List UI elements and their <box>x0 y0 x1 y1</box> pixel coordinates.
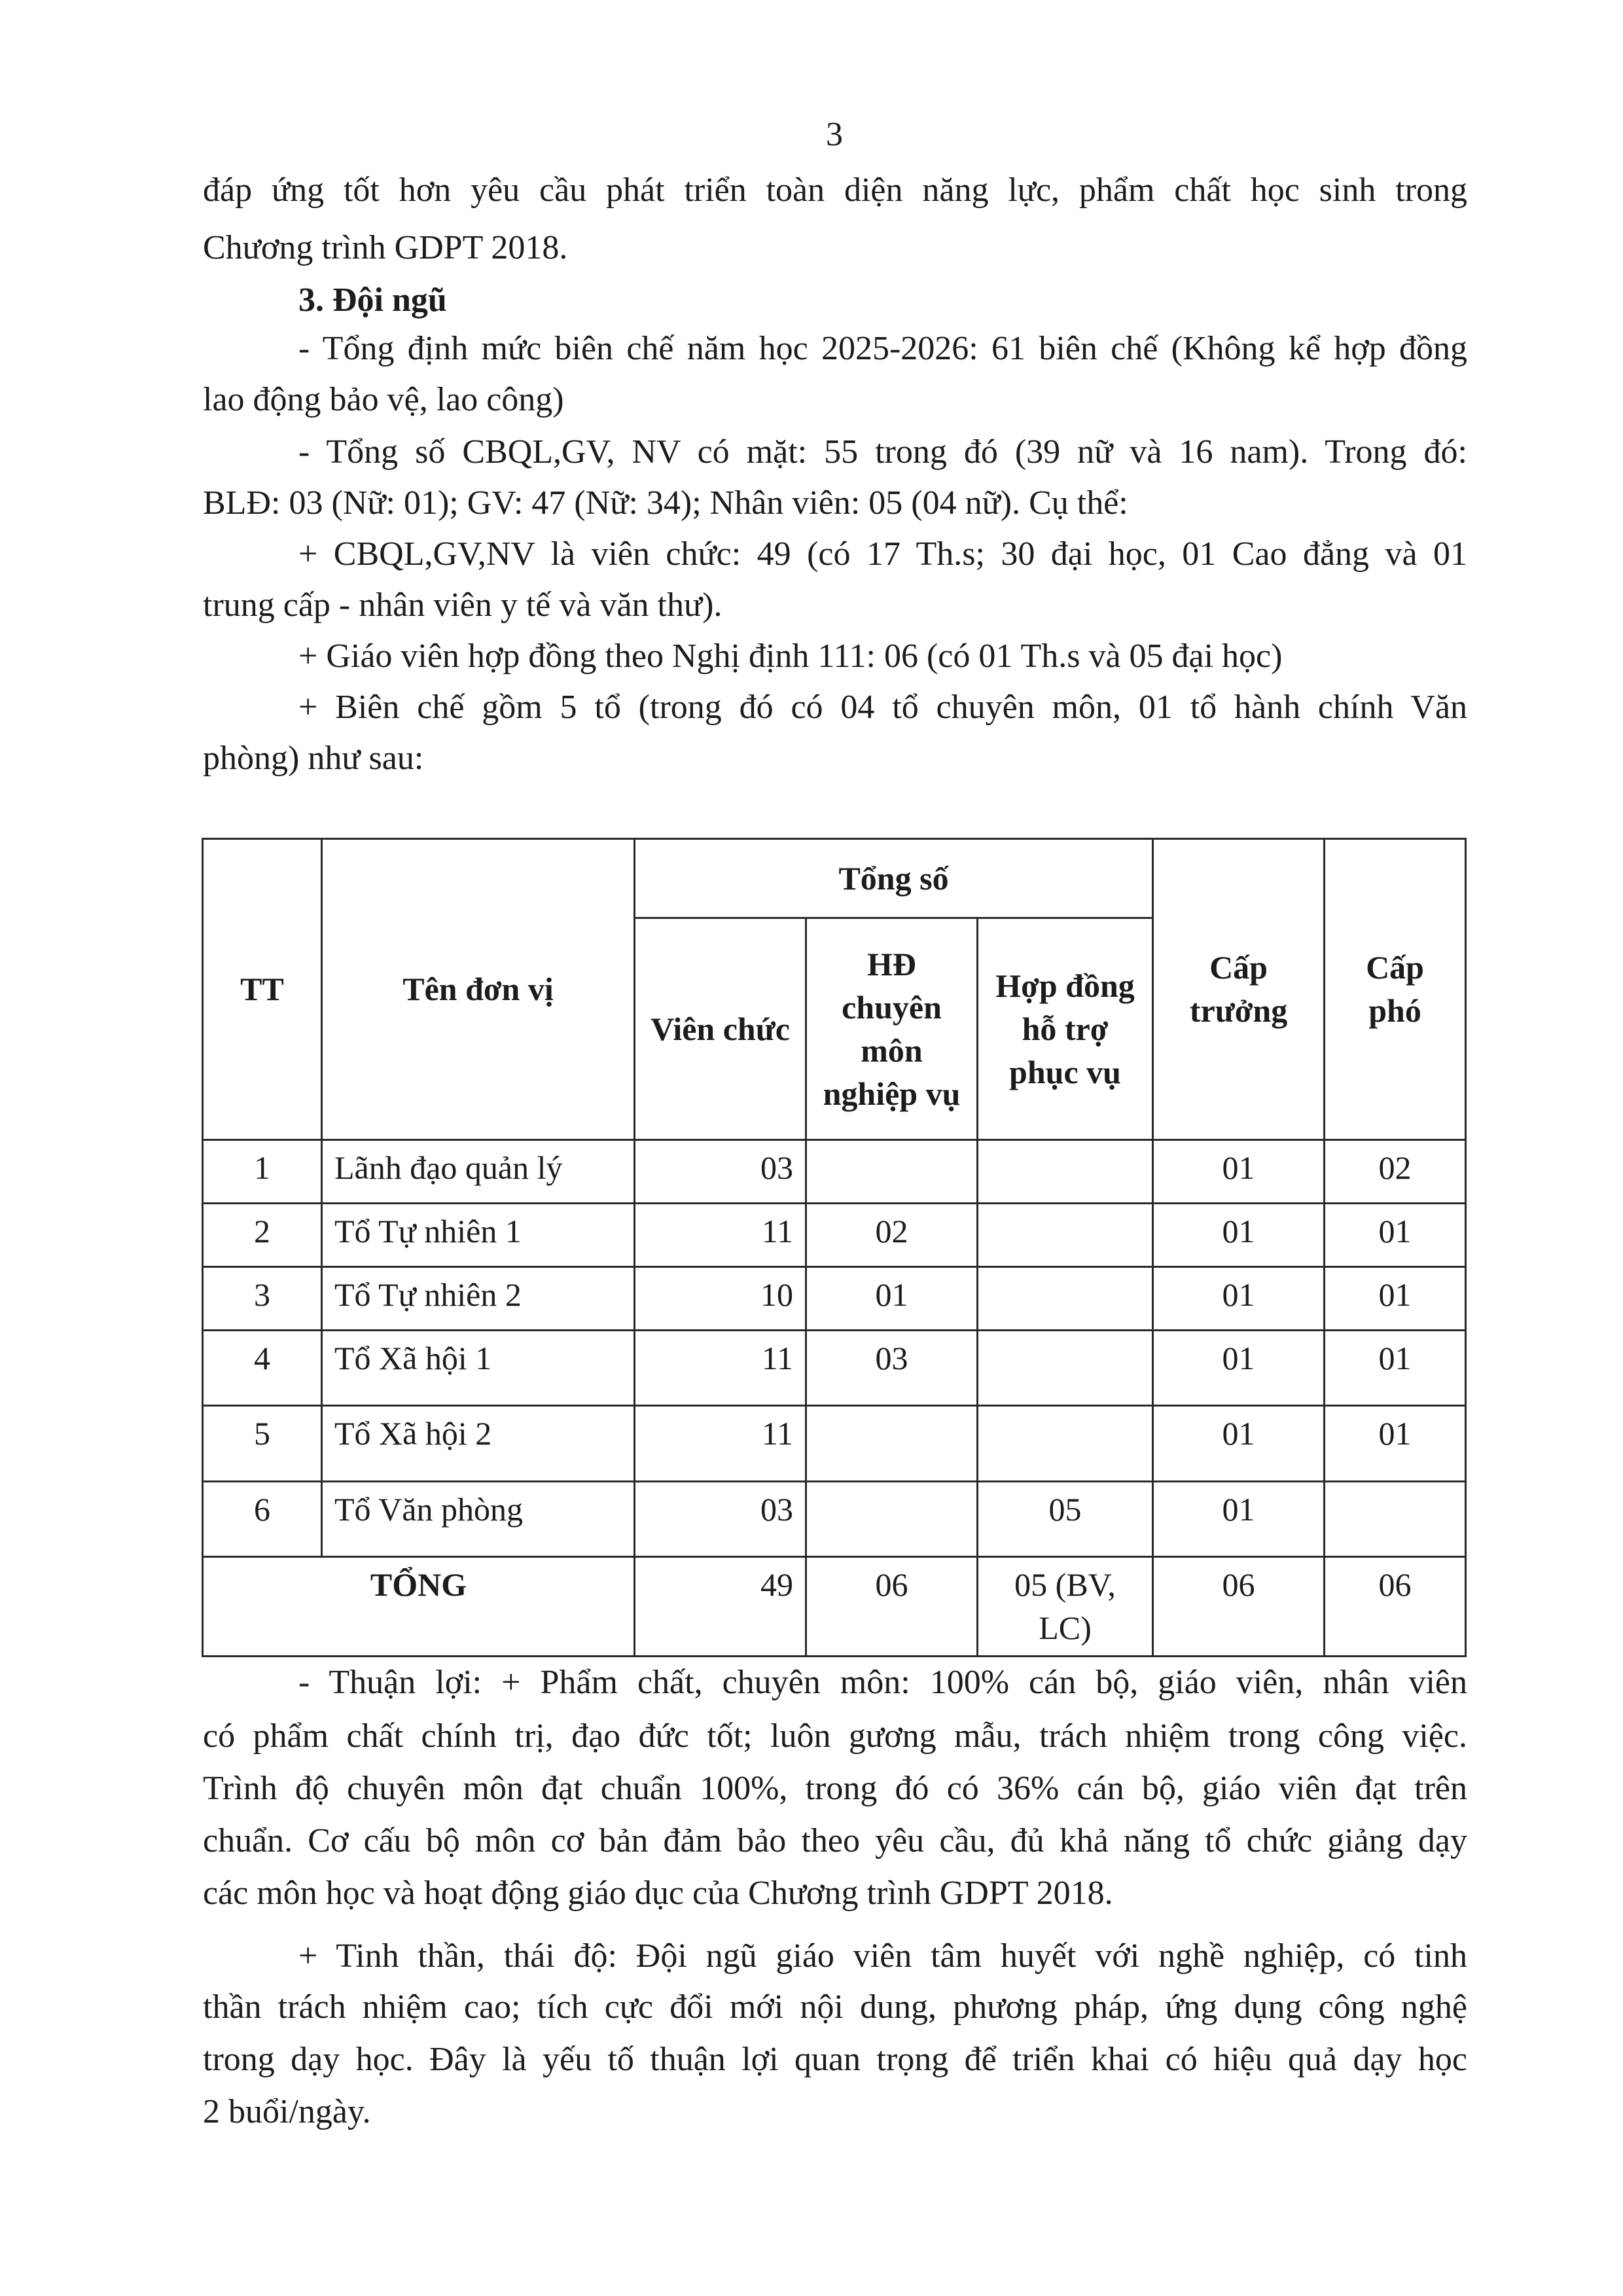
table-row <box>203 1139 1466 1203</box>
cell-unit: Tổ Xã hội 1 <box>322 1330 635 1405</box>
header-cap-truong: Cấp trưởng <box>1153 839 1325 1140</box>
total-hd-ht: 05 (BV, LC) <box>978 1557 1153 1657</box>
staff-count-line-1: - Tổng số CBQL,GV, NV có mặt: 55 trong đó (39 nữ và 16 nam). Trong đó: <box>298 433 1467 471</box>
cell-unit: Tổ Tự nhiên 2 <box>322 1266 635 1330</box>
staff-table <box>202 838 1467 1657</box>
table-row <box>203 1266 1466 1330</box>
cell-tt: 2 <box>203 1203 322 1266</box>
cell-cap-truong: 01 <box>1153 1406 1325 1481</box>
cell-cap-pho: 01 <box>1325 1266 1466 1330</box>
header-total-group: Tổng số <box>635 839 1153 918</box>
cell-hd-cm <box>806 1139 978 1203</box>
cell-unit: Tổ Tự nhiên 1 <box>322 1203 635 1266</box>
cell-unit: Tổ Văn phòng <box>322 1481 635 1556</box>
cell-hd-ht <box>978 1266 1153 1330</box>
staff-count-line-2: BLĐ: 03 (Nữ: 01); GV: 47 (Nữ: 34); Nhân viên: 05 (04 nữ). Cụ thể: <box>203 484 1128 522</box>
table-row <box>203 1203 1466 1266</box>
civil-servant-line-2: trung cấp - nhân viên y tế và văn thư). <box>203 586 722 624</box>
cell-hd-ht: 05 <box>978 1481 1153 1556</box>
attitude-line-2: thần trách nhiệm cao; tích cực đổi mới nội dung, phương pháp, ứng dụng công nghệ <box>203 1988 1467 2026</box>
advantage-line-4: chuẩn. Cơ cấu bộ môn cơ bản đảm bảo theo yêu cầu, đủ khả năng tổ chức giảng dạy <box>203 1822 1467 1859</box>
contract-teacher-line: + Giáo viên hợp đồng theo Nghị định 111: 06 (có 01 Th.s và 05 đại học) <box>298 637 1283 675</box>
cell-vien-chuc: 11 <box>635 1203 806 1266</box>
cell-vien-chuc: 11 <box>635 1330 806 1405</box>
table-total-row <box>203 1557 1466 1657</box>
table-row <box>203 1406 1466 1481</box>
cell-cap-pho: 01 <box>1325 1406 1466 1481</box>
departments-line-2: phòng) như sau: <box>203 740 424 777</box>
cell-cap-truong: 01 <box>1153 1203 1325 1266</box>
advantage-line-3: Trình độ chuyên môn đạt chuẩn 100%, trong đó có 36% cán bộ, giáo viên đạt trên <box>203 1770 1467 1807</box>
total-label: TỔNG <box>203 1557 635 1657</box>
header-hd-ho-tro: Hợp đồng hỗ trợ phục vụ <box>978 918 1153 1139</box>
cell-hd-cm <box>806 1406 978 1481</box>
header-cap-pho: Cấp phó <box>1325 839 1466 1140</box>
cell-cap-truong: 01 <box>1153 1139 1325 1203</box>
cell-hd-cm: 02 <box>806 1203 978 1266</box>
cell-hd-ht <box>978 1139 1153 1203</box>
cell-tt: 5 <box>203 1406 322 1481</box>
header-hd-chuyen-mon: HĐ chuyên môn nghiệp vụ <box>806 918 978 1139</box>
total-cap-pho: 06 <box>1325 1557 1466 1657</box>
intro-line-1: đáp ứng tốt hơn yêu cầu phát triển toàn diện năng lực, phẩm chất học sinh trong <box>203 171 1467 209</box>
header-vien-chuc: Viên chức <box>635 918 806 1139</box>
cell-cap-truong: 01 <box>1153 1330 1325 1405</box>
staff-quota-line-1: - Tổng định mức biên chế năm học 2025-2026: 61 biên chế (Không kể hợp đồng <box>298 330 1467 367</box>
advantage-line-5: các môn học và hoạt động giáo dục của Chương trình GDPT 2018. <box>203 1874 1113 1912</box>
departments-line-1: + Biên chế gồm 5 tổ (trong đó có 04 tổ chuyên môn, 01 tổ hành chính Văn <box>298 689 1467 726</box>
cell-unit: Lãnh đạo quản lý <box>322 1139 635 1203</box>
cell-hd-cm: 03 <box>806 1330 978 1405</box>
cell-cap-pho <box>1325 1481 1466 1556</box>
intro-line-2: Chương trình GDPT 2018. <box>203 229 568 266</box>
total-vien-chuc: 49 <box>635 1557 806 1657</box>
cell-cap-truong: 01 <box>1153 1481 1325 1556</box>
cell-tt: 1 <box>203 1139 322 1203</box>
page-number: 3 <box>826 116 843 153</box>
cell-tt: 4 <box>203 1330 322 1405</box>
table-row <box>203 1330 1466 1405</box>
attitude-line-3: trong dạy học. Đây là yếu tố thuận lợi quan trọng để triển khai có hiệu quả dạy học <box>203 2041 1467 2078</box>
cell-hd-ht <box>978 1406 1153 1481</box>
cell-vien-chuc: 03 <box>635 1139 806 1203</box>
cell-tt: 6 <box>203 1481 322 1556</box>
advantage-line-2: có phẩm chất chính trị, đạo đức tốt; luôn gương mẫu, trách nhiệm trong công việc. <box>203 1717 1467 1755</box>
staff-quota-line-2: lao động bảo vệ, lao công) <box>203 381 564 418</box>
total-cap-truong: 06 <box>1153 1557 1325 1657</box>
cell-cap-pho: 01 <box>1325 1330 1466 1405</box>
cell-tt: 3 <box>203 1266 322 1330</box>
cell-vien-chuc: 10 <box>635 1266 806 1330</box>
cell-unit: Tổ Xã hội 2 <box>322 1406 635 1481</box>
cell-hd-cm: 01 <box>806 1266 978 1330</box>
advantage-line-1: - Thuận lợi: + Phẩm chất, chuyên môn: 100% cán bộ, giáo viên, nhân viên <box>298 1664 1467 1701</box>
cell-cap-truong: 01 <box>1153 1266 1325 1330</box>
section-heading: 3. Đội ngũ <box>298 281 447 319</box>
civil-servant-line-1: + CBQL,GV,NV là viên chức: 49 (có 17 Th.s; 30 đại học, 01 Cao đẳng và 01 <box>298 535 1467 573</box>
total-hd-cm: 06 <box>806 1557 978 1657</box>
table-header-row-1 <box>203 839 1466 918</box>
cell-vien-chuc: 03 <box>635 1481 806 1556</box>
cell-hd-ht <box>978 1330 1153 1405</box>
cell-cap-pho: 01 <box>1325 1203 1466 1266</box>
cell-hd-ht <box>978 1203 1153 1266</box>
header-tt: TT <box>203 839 322 1140</box>
cell-hd-cm <box>806 1481 978 1556</box>
cell-cap-pho: 02 <box>1325 1139 1466 1203</box>
table-row <box>203 1481 1466 1556</box>
attitude-line-4: 2 buổi/ngày. <box>203 2093 371 2130</box>
header-unit-name: Tên đơn vị <box>322 839 635 1140</box>
attitude-line-1: + Tinh thần, thái độ: Đội ngũ giáo viên tâm huyết với nghề nghiệp, có tinh <box>298 1937 1467 1975</box>
cell-vien-chuc: 11 <box>635 1406 806 1481</box>
